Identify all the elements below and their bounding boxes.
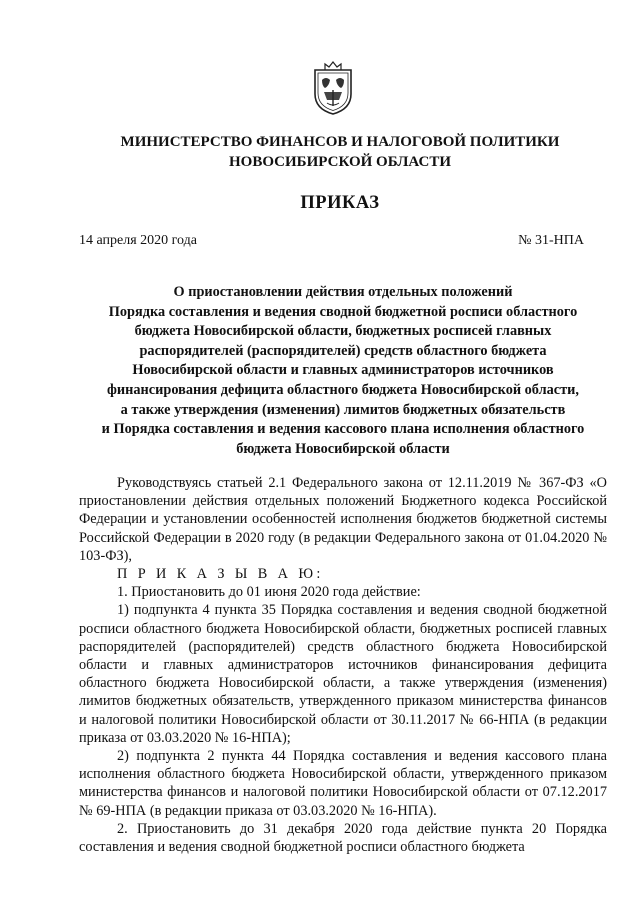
subject-line: Новосибирской области и главных администраторов источников — [132, 362, 554, 379]
ministry-name — [40, 132, 640, 172]
subject-line: О приостановлении действия отдельных положений — [173, 284, 513, 300]
item-1-subitem-2-paragraph: 2) подпункта 2 пункта 44 Порядка составления и ведения кассового плана исполнения областного бюджета Новосибирской области, утвержденного приказом министерства финансов и налоговой политики Новосибирской области от 07.12.2017 № 69-НПА (в редакции приказа от 03.03.2020 № 16-НПА). — [79, 748, 607, 819]
item-2-paragraph: 2. Приостановить до 31 декабря 2020 года действие пункта 20 Порядка составления и ведения сводной бюджетной росписи областного бюджета — [79, 820, 607, 856]
document-date: 14 апреля 2020 года — [79, 233, 197, 248]
document-type-title: ПРИКАЗ — [300, 193, 380, 213]
ministry-name-line1: МИНИСТЕРСТВО ФИНАНСОВ И НАЛОГОВОЙ ПОЛИТИКИ — [120, 134, 560, 150]
subject-line: финансирования дефицита областного бюджета Новосибирской области, — [107, 381, 579, 398]
subject-line: бюджета Новосибирской области, бюджетных росписей главных — [134, 323, 552, 340]
document-number: № 31-НПА — [518, 233, 584, 248]
document-body — [79, 474, 607, 856]
ministry-name-line2: НОВОСИБИРСКОЙ ОБЛАСТИ — [228, 154, 452, 170]
subject-line: бюджета Новосибирской области — [236, 440, 450, 457]
subject-line: распорядителей (распорядителей) средств областного бюджета — [139, 342, 547, 359]
document-subject — [70, 283, 616, 459]
subject-line: Порядка составления и ведения сводной бюджетной росписи областного — [108, 303, 578, 320]
order-word: П Р И К А З Ы В А Ю: — [117, 566, 324, 583]
coat-of-arms-emblem — [312, 60, 354, 116]
preamble-paragraph: Руководствуясь статьей 2.1 Федерального закона от 12.11.2019 № 367-ФЗ «О приостановлении действия отдельных положений Бюджетного кодекса Российской Федерации и установлении особенностей исполнения бюджетов бюджетной системы Российской Федерации в 2020 году (в редакции Федерального закона от 01.04.2020 № 103-ФЗ), — [79, 475, 607, 564]
subject-line: и Порядка составления и ведения кассового плана исполнения областного — [101, 421, 585, 438]
item-1-subitem-1-paragraph: 1) подпункта 4 пункта 35 Порядка составления и ведения сводной бюджетной росписи областного бюджета Новосибирской области, бюджетных росписей главных распорядителей (распорядителей) средств областного бюджета Новосибирской области и главных администраторов источников финансирования дефицита областного бюджета Новосибирской области, а также утверждения (изменения) лимитов бюджетных обязательств, утвержденного приказом министерства финансов и налоговой политики Новосибирской области от 30.11.2017 № 66-НПА (в редакции приказа от 03.03.2020 № 16-НПА); — [79, 602, 607, 746]
subject-line: а также утверждения (изменения) лимитов бюджетных обязательств — [120, 401, 566, 418]
item-1-paragraph: 1. Приостановить до 01 июня 2020 года действие: — [117, 584, 421, 601]
